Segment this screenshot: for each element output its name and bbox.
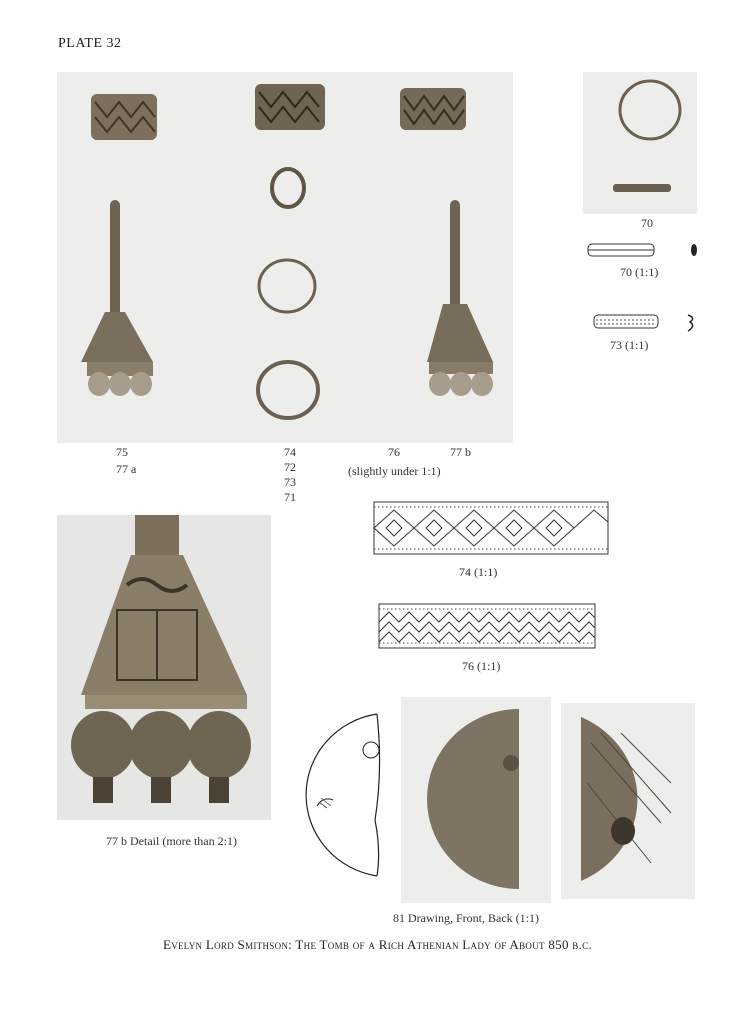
object-81-drawing <box>289 710 385 878</box>
caption-73-scale: 73 (1:1) <box>610 338 649 352</box>
band-76-image <box>400 88 466 130</box>
caption-scale-main: (slightly under 1:1) <box>348 464 441 478</box>
caption-74: 74 <box>284 445 296 459</box>
caption-71: 71 <box>284 490 296 504</box>
plate-footer-title: Evelyn Lord Smithson: The Tomb of a Rich Athenian Lady of About 850 b.c. <box>162 937 593 952</box>
band-76-drawing <box>377 602 597 650</box>
caption-70: 70 <box>641 216 653 230</box>
caption-74-scale: 74 (1:1) <box>459 565 498 579</box>
object-81-back-photo <box>561 703 695 899</box>
main-photo-rings-pins <box>57 72 513 443</box>
caption-73: 73 <box>284 475 296 489</box>
caption-77a: 77 a <box>116 462 137 476</box>
pin-77b-image <box>427 200 493 396</box>
caption-76-scale: 76 (1:1) <box>462 659 501 673</box>
band-74-drawing <box>372 500 610 556</box>
caption-72: 72 <box>284 460 296 474</box>
plate-title: PLATE 32 <box>58 36 122 51</box>
pin-77b-detail-photo <box>57 515 271 820</box>
ring-73-profile-drawing <box>592 312 700 334</box>
ring-72-image <box>272 169 304 207</box>
caption-81: 81 Drawing, Front, Back (1:1) <box>393 911 539 925</box>
band-74-image <box>255 84 325 130</box>
ring-70-profile-drawing <box>586 240 700 262</box>
band-75-image <box>91 94 157 140</box>
caption-77b: 77 b <box>450 445 471 459</box>
pin-77a-image <box>81 200 153 396</box>
caption-77b-detail: 77 b Detail (more than 2:1) <box>106 834 237 848</box>
caption-75: 75 <box>116 445 128 459</box>
caption-70-scale: 70 (1:1) <box>620 265 659 279</box>
ring-73-image <box>259 260 315 312</box>
ring-70-photo <box>583 72 697 214</box>
object-81-front-photo <box>401 697 551 903</box>
ring-71-image <box>258 362 318 418</box>
caption-76: 76 <box>388 445 400 459</box>
